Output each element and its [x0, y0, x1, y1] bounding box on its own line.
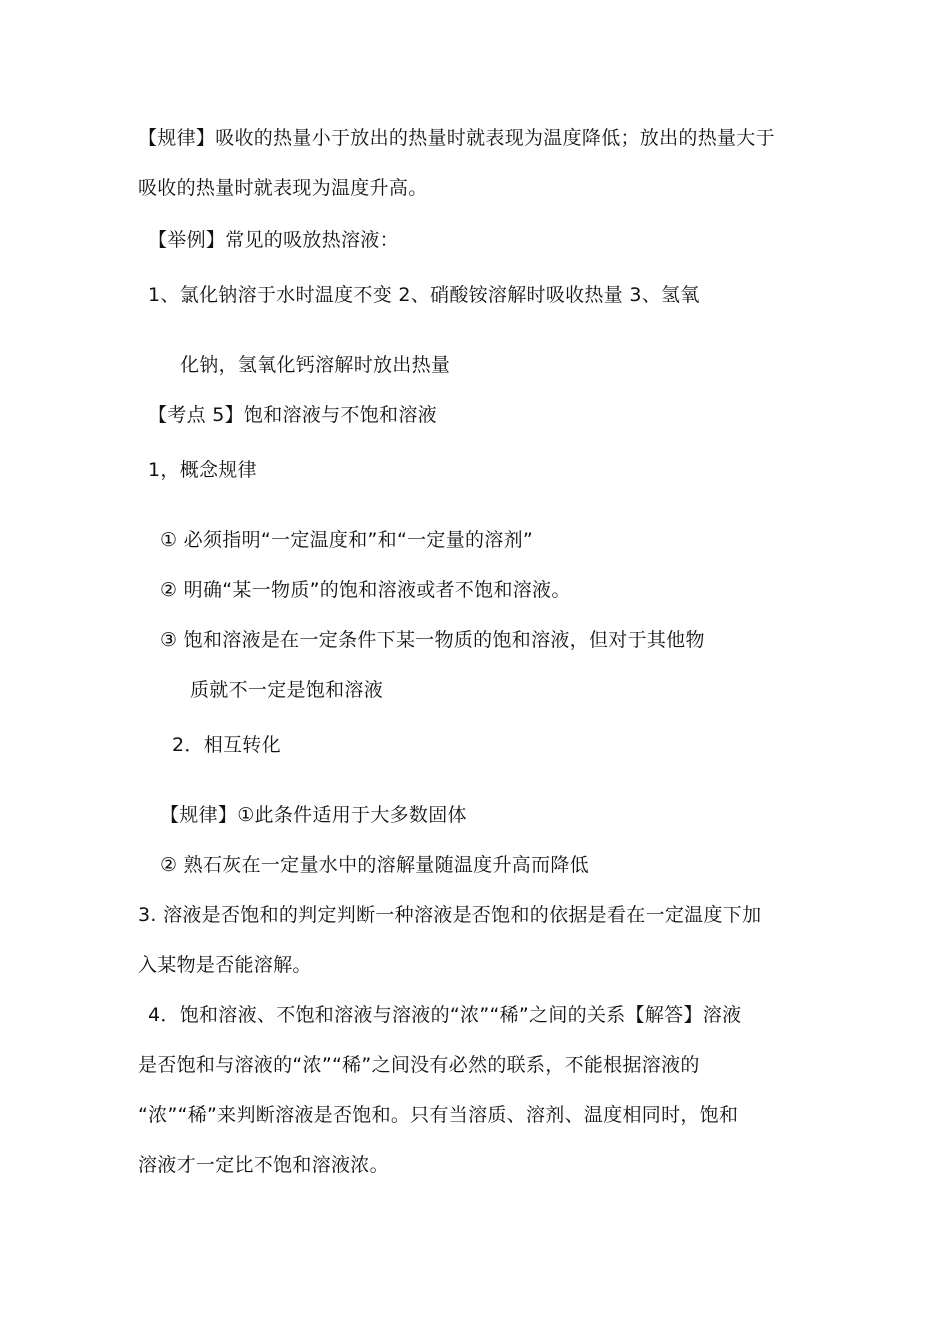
- text-line: 1，概念规律: [148, 459, 257, 481]
- text-line: 化钠，氢氧化钙溶解时放出热量: [180, 354, 451, 376]
- text-line: “浓”“稀”来判断溶液是否饱和。只有当溶质、溶剂、温度相同时，饱和: [138, 1104, 739, 1126]
- text-line: ② 明确“某一物质”的饱和溶液或者不饱和溶液。: [160, 579, 571, 601]
- text-line: 4．饱和溶液、不饱和溶液与溶液的“浓”“稀”之间的关系【解答】溶液: [148, 1004, 742, 1026]
- text-line: 【规律】①此条件适用于大多数固体: [160, 804, 467, 826]
- text-line: 溶液才一定比不饱和溶液浓。: [138, 1154, 389, 1176]
- text-line: 【规律】吸收的热量小于放出的热量时就表现为温度降低；放出的热量大于: [138, 127, 775, 149]
- text-line: 吸收的热量时就表现为温度升高。: [138, 177, 428, 199]
- text-line: 2．相互转化: [172, 734, 281, 756]
- text-line: 【考点 5】饱和溶液与不饱和溶液: [148, 404, 437, 426]
- text-line: 【举例】常见的吸放热溶液：: [148, 229, 399, 251]
- text-line: 是否饱和与溶液的“浓”“稀”之间没有必然的联系，不能根据溶液的: [138, 1054, 700, 1076]
- text-line: 入某物是否能溶解。: [138, 954, 312, 976]
- text-line: 质就不一定是饱和溶液: [190, 679, 384, 701]
- text-line: ① 必须指明“一定温度和”和“一定量的溶剂”: [160, 529, 534, 551]
- text-line: 3. 溶液是否饱和的判定判断一种溶液是否饱和的依据是看在一定温度下加: [138, 904, 762, 926]
- text-line: ③ 饱和溶液是在一定条件下某一物质的饱和溶液，但对于其他物: [160, 629, 705, 651]
- text-line: 1、氯化钠溶于水时温度不变 2、硝酸铵溶解时吸收热量 3、氢氧: [148, 284, 700, 306]
- text-line: ② 熟石灰在一定量水中的溶解量随温度升高而降低: [160, 854, 589, 876]
